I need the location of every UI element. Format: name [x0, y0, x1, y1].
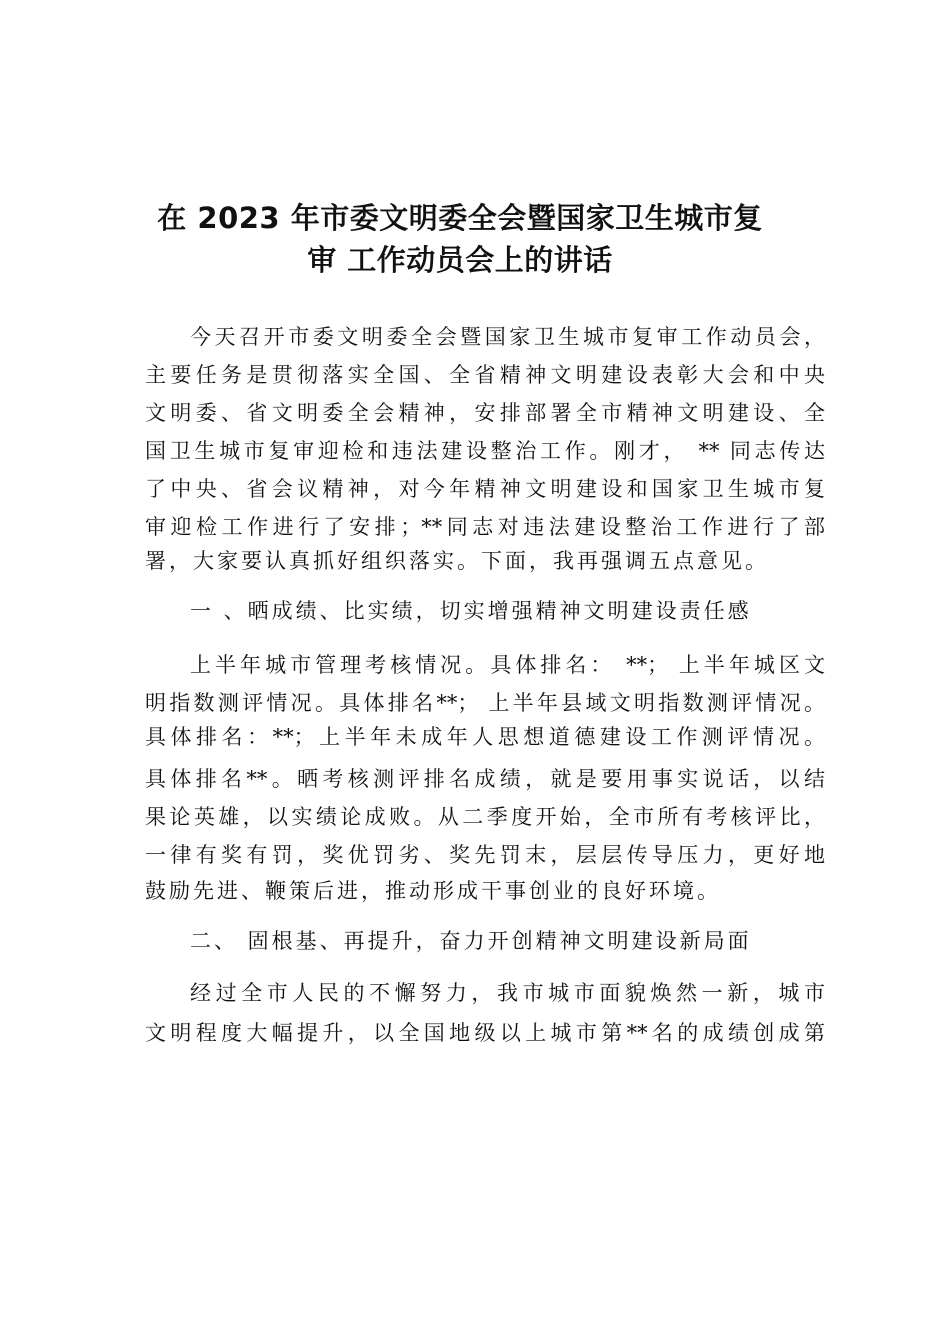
- section-heading-1: 一 、晒成绩、比实绩，切实增强精神文明建设责任感: [190, 599, 752, 623]
- paragraph-line: 国卫生城市复审迎检和违法建设整治工作。刚才， ** 同志传达: [145, 439, 825, 463]
- paragraph-line: 了中央、省会议精神，对今年精神文明建设和国家卫生城市复: [145, 477, 825, 501]
- paragraph-line: 经过全市人民的不懈努力，我市城市面貌焕然一新，城市: [190, 981, 825, 1005]
- paragraph-line: 主要任务是贯彻落实全国、全省精神文明建设表彰大会和中央: [145, 363, 825, 387]
- section-heading-2: 二、 固根基、再提升，奋力开创精神文明建设新局面: [190, 929, 752, 953]
- paragraph-line: 果论英雄，以实绩论成败。从二季度开始，全市所有考核评比，: [145, 805, 825, 829]
- paragraph-line: 审迎检工作进行了安排；**同志对违法建设整治工作进行了部: [145, 515, 825, 539]
- paragraph-line: 具体排名：**；上半年未成年人思想道德建设工作测评情况。: [145, 725, 825, 749]
- paragraph-line: 今天召开市委文明委全会暨国家卫生城市复审工作动员会，: [190, 325, 825, 349]
- paragraph-line: 文明程度大幅提升，以全国地级以上城市第**名的成绩创成第: [145, 1021, 825, 1045]
- paragraph-line: 明指数测评情况。具体排名**； 上半年县域文明指数测评情况。: [145, 691, 825, 715]
- paragraph-line: 鼓励先进、鞭策后进，推动形成干事创业的良好环境。: [145, 879, 721, 903]
- paragraph-line: 一律有奖有罚，奖优罚劣、奖先罚末，层层传导压力，更好地: [145, 843, 825, 867]
- paragraph-line: 文明委、省文明委全会精神，安排部署全市精神文明建设、全: [145, 401, 825, 425]
- paragraph-line: 上半年城市管理考核情况。具体排名： **； 上半年城区文: [190, 653, 825, 677]
- paragraph-line: 具体排名**。晒考核测评排名成绩，就是要用事实说话，以结: [145, 767, 825, 791]
- paragraph-line: 署，大家要认真抓好组织落实。下面，我再强调五点意见。: [145, 549, 769, 573]
- document-title-line-1: 在 2023 年市委文明委全会暨国家卫生城市复: [157, 201, 763, 235]
- document-title-line-2: 审 工作动员会上的讲话: [307, 243, 613, 277]
